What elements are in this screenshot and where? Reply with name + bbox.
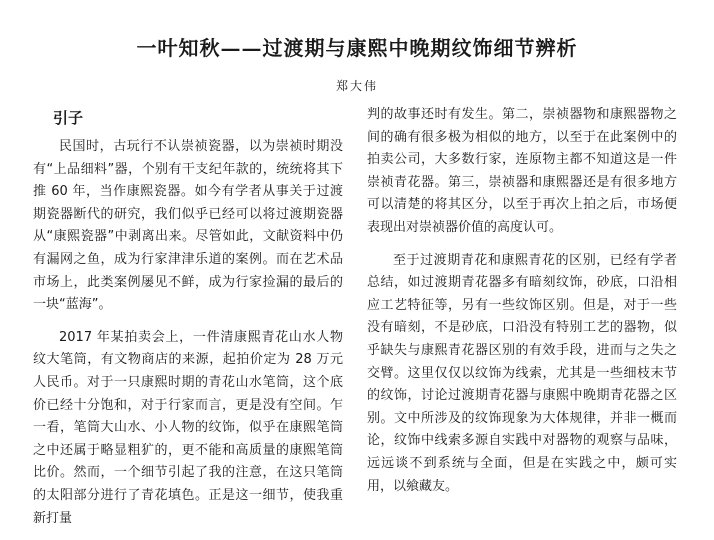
right-column	[367, 104, 677, 508]
left-column	[33, 104, 343, 540]
paragraph: 民国时，古玩行不认崇祯瓷器，以为崇祯时期没有“上品细料”器，个别有干支纪年款的，统统将其下推 60 年，当作康熙瓷器。如今有学者从事关于过渡期瓷器断代的研究，我们似乎已经可以将过渡期瓷器从“康熙瓷器”中剥离出来。尽管如此，文献资料中仍有漏网之鱼，成为行家津津乐道的案例。而在艺术品市场上，此类案例屡见不鲜，成为行家捡漏的最后的一块“蓝海”。	[33, 139, 343, 313]
section-heading: 引子	[53, 109, 84, 127]
paragraph: 至于过渡期青花和康熙青花的区别，已经有学者总结，如过渡期青花器多有暗刻纹饰，砂底，口沿相应工艺特征等，另有一些纹饰区别。但是，对于一些没有暗刻，不是砂底，口沿没有特别工艺的器物，似乎缺失与康熙青花器区别的有效手段，进而与之失之交臂。这里仅仅以纹饰为线索，尤其是一些细枝末节的纹饰，讨论过渡期青花器与康熙中晚期青花器之区别。文中所涉及的纹饰现象为大体规律，并非一概而论，纹饰中线索多源自实践中对器物的观察与品味，远远谈不到系统与全面，但是在实践之中，颇可实用，以飨藏友。	[367, 252, 677, 494]
paragraph: 判的故事还时有发生。第二，崇祯器物和康熙器物之间的确有很多极为相似的地方，以至于在此案例中的拍卖公司，大多数行家，连原物主都不知道这是一件崇祯青花器。第三，崇祯器和康熙器还是有很多地方可以清楚的将其区分，以至于再次上拍之后，市场便表现出对崇祯器价值的高度认可。	[367, 107, 677, 235]
article-author: 郑大伟	[335, 79, 378, 93]
article-title: 一叶知秋——过渡期与康熙中晚期纹饰细节辨析	[136, 36, 578, 60]
paragraph: 2017 年某拍卖会上，一件清康熙青花山水人物纹大笔筒，有文物商店的来源，起拍价定为 28 万元人民币。对于一只康熙时期的青花山水笔筒，这个底价已经十分饱和，对于行家而言，更是没有空间。乍一看，笔筒大山水、小人物的纹饰，似乎在康熙笔筒之中还属于略显粗犷的，更不能和高质量的康熙笔筒比价。然而，一个细节引起了我的注意，在这只笔筒的太阳部分进行了青花填色。正是这一细节，使我重新打量	[33, 329, 343, 526]
